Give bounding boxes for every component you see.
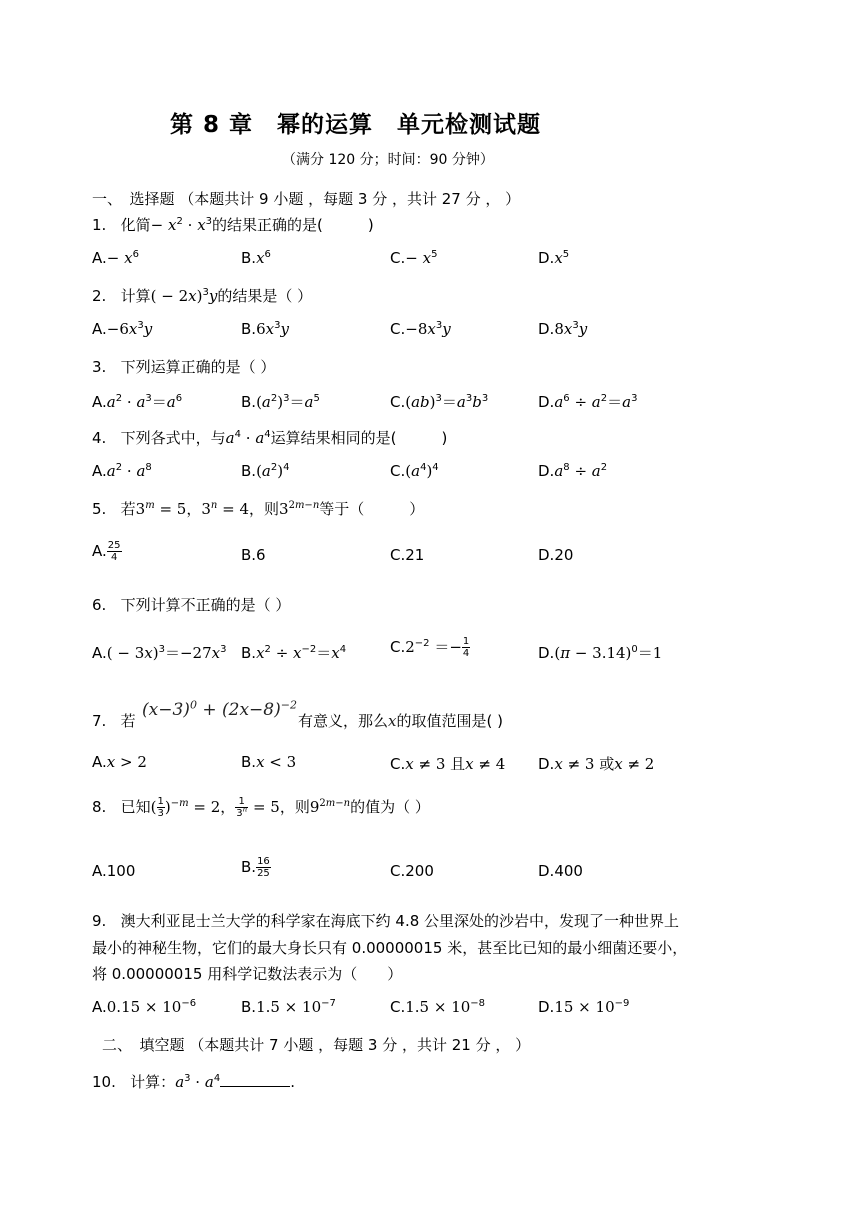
q7-option-d[interactable]: D.x ≠ 3 或x ≠ 2	[538, 755, 655, 773]
question-2: 2. 计算( − 2x)$^3$y的结果是（ ）	[92, 287, 313, 305]
q5-option-a[interactable]: A. $\frac{25}{4}$	[92, 540, 121, 563]
question-9-line-3: 将 0.00000015 用科学记数法表示为（ ）	[92, 965, 403, 983]
q3-option-c[interactable]: $C.(ab)^3=a^3b^3$	[390, 393, 489, 411]
q3-option-a[interactable]: $A.a^2 \cdot a^3=a^6$	[92, 393, 183, 411]
q6-option-d[interactable]: $D.(\pi - 3.14)^0=1$	[538, 644, 663, 662]
question-9-line-2: 最小的神秘生物，它们的最大身长只有 0.00000015 米，甚至比已知的最小细菌还要小，	[92, 939, 688, 957]
q5-option-b[interactable]: B.6	[241, 546, 266, 564]
question-9-line-1: 9. 澳大利亚昆士兰大学的科学家在海底下约 4.8 公里深处的沙岩中，发现了一种世界上	[92, 912, 680, 930]
question-10: 10. 计算：$a^3 \cdot a^4$ .	[92, 1073, 295, 1091]
q2-option-b[interactable]: $B.6x^3y$	[241, 320, 289, 338]
exam-info: （满分 120 分；时间：90 分钟）	[282, 152, 494, 168]
q8-option-b[interactable]: B. $\frac{16}{25}$	[241, 856, 270, 879]
q9-option-c[interactable]: $C.1.5 \times 10^{-8}$	[390, 998, 486, 1016]
question-8: 8. 已知( $\frac{1}{3}$ )$^{-m}$ = 2， $\frac{1}{3^n}$ = 5，则$9^{2m-n}$的值为（ ）	[92, 796, 430, 819]
q7-expression-image: $(x-3)^0 + (2x-8)^{-2}$	[142, 698, 297, 720]
answer-blank[interactable]	[220, 1072, 290, 1087]
q8-option-a[interactable]: A.100	[92, 862, 136, 880]
q1-option-d[interactable]: $D.x^5$	[538, 249, 570, 267]
q5-option-c[interactable]: C.21	[390, 546, 425, 564]
question-7: 7. 若	[92, 712, 136, 730]
q7-option-c[interactable]: C.x ≠ 3 且x ≠ 4	[390, 755, 506, 773]
q6-option-b[interactable]: $B.x^2 \div x^{-2}=x^4$	[241, 644, 347, 662]
q2-option-a[interactable]: $A.-6x^3y$	[92, 320, 153, 338]
q5-option-d[interactable]: D.20	[538, 546, 574, 564]
q9-option-a[interactable]: $A.0.15 \times 10^{-6}$	[92, 998, 197, 1016]
q8-option-c[interactable]: C.200	[390, 862, 434, 880]
q6-option-c[interactable]: $C.2^{-2}$ ＝− $\frac{1}{4}$	[390, 636, 470, 659]
question-3: 3. 下列运算正确的是（ ）	[92, 358, 276, 376]
q4-option-c[interactable]: $C.(a^4)^4$	[390, 462, 439, 480]
q7-option-b[interactable]: B.x < 3	[241, 753, 297, 771]
q9-option-d[interactable]: $D.15 \times 10^{-9}$	[538, 998, 630, 1016]
question-7-rest: 有意义，那么x的取值范围是( )	[298, 712, 503, 730]
q2-option-d[interactable]: $D.8x^3y$	[538, 320, 588, 338]
question-1: 1. 化简− $x^2 \cdot x^3$的结果正确的是( )	[92, 216, 374, 234]
q6-option-a[interactable]: $A.( - 3x)^3=-27x^3$	[92, 644, 227, 662]
section-heading-fill: 二、 填空题 （本题共计 7 小题 ，每题 3 分 ，共计 21 分 ， ）	[102, 1036, 531, 1054]
question-4: 4. 下列各式中，与$a^4 \cdot a^4$运算结果相同的是( )	[92, 429, 448, 447]
q1-option-c[interactable]: $C.- x^5$	[390, 249, 438, 267]
q3-option-d[interactable]: $D.a^6 \div a^2=a^3$	[538, 393, 638, 411]
q4-option-a[interactable]: $A.a^2 \cdot a^8$	[92, 462, 152, 480]
section-heading-choice: 一、 选择题 （本题共计 9 小题 ，每题 3 分 ，共计 27 分 ， ）	[92, 190, 521, 208]
q9-option-b[interactable]: $B.1.5 \times 10^{-7}$	[241, 998, 336, 1016]
q4-option-b[interactable]: $B.(a^2)^4$	[241, 462, 290, 480]
q4-option-d[interactable]: $D.a^8 \div a^2$	[538, 462, 608, 480]
q8-option-d[interactable]: D.400	[538, 862, 583, 880]
q7-option-a[interactable]: A.x > 2	[92, 753, 147, 771]
q2-option-c[interactable]: $C.-8x^3y$	[390, 320, 451, 338]
q1-option-b[interactable]: $B.x^6$	[241, 249, 271, 267]
question-5: 5. 若$3^m = 5$，$3^n = 4$，则$3^{2m-n}$等于（ ）	[92, 500, 425, 518]
page-title: 第 8 章 幂的运算 单元检测试题	[170, 112, 542, 138]
q7-variable-image: x	[388, 712, 397, 730]
question-6: 6. 下列计算不正确的是（ ）	[92, 596, 291, 614]
q1-option-a[interactable]: $A.- x^6$	[92, 249, 139, 267]
q3-option-b[interactable]: $B.(a^2)^3=a^5$	[241, 393, 320, 411]
